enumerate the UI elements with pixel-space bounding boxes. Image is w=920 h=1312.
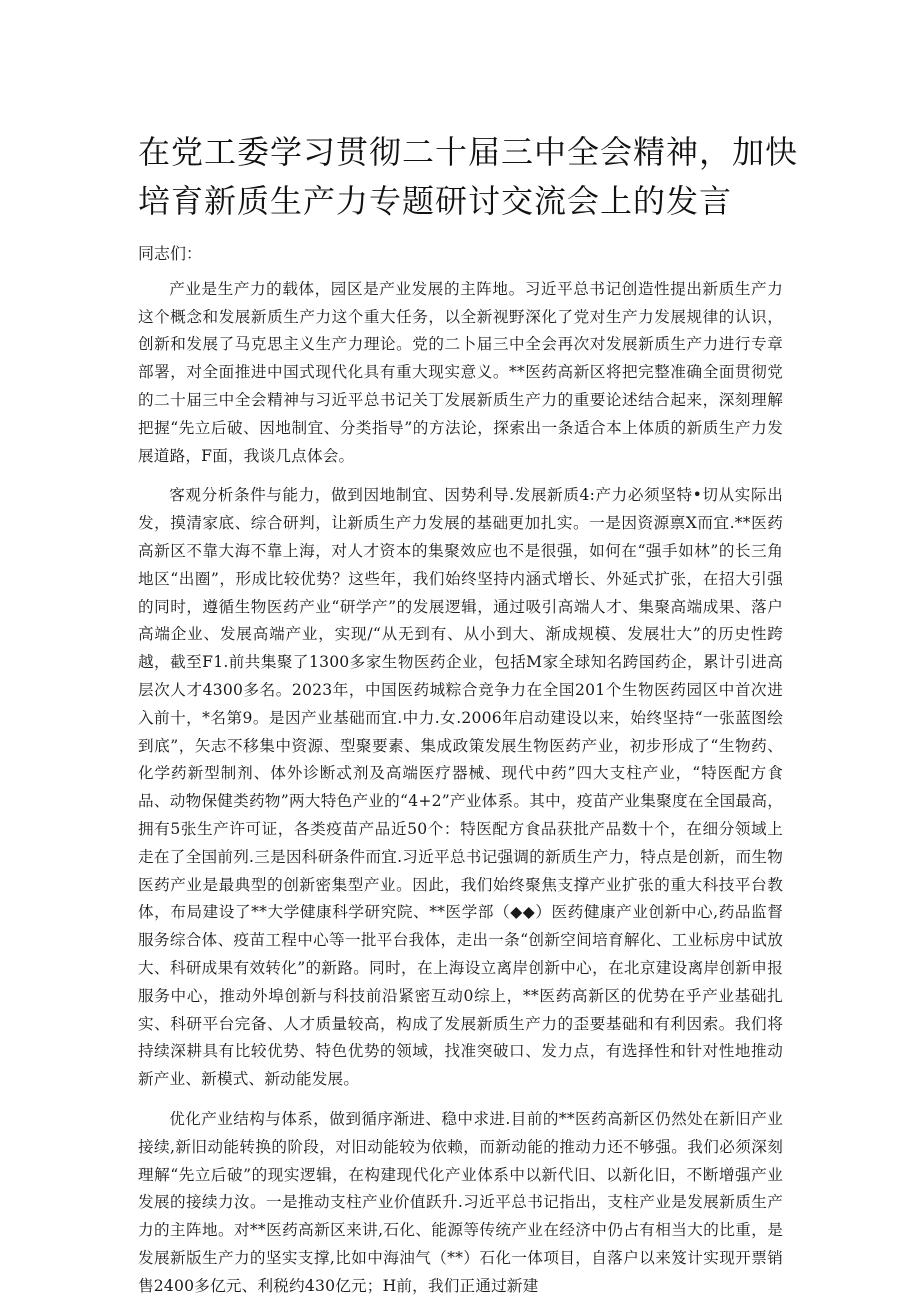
document-body [138,240,783,1312]
salutation: 同志们： [138,244,203,263]
paragraph-intro: 产业是生产力的载体，园区是产业发展的主阵地。习近平总书记创造性提出新质生产力这个概念和发展新质生产力这个重大任务，以全新视野深化了党对生产力发展规律的认识，创新和发展了马克思主义生产力理论。党的二卜届三中全会再次对发展新质生产力进行专章部署，对全面推进中国式现代化具有重大现实意义。**医药高新区将把完整准确全面贯彻党的二十届三中全会精神与习近平总书记关丁发展新质生产力的重要论述结合起来，深刻理解把握“先立后破、因地制宜、分类指导”的方法论，探索出一条适合本上体质的新质生产力发展道路，F面，我谈几点体会。 [138,279,783,465]
document-title: 在党工委学习贯彻二十届三中全会精神，加快培育新质生产力专题研讨交流会上的发言 [138,133,799,220]
paragraph-conditions: 客观分析条件与能力，做到因地制宜、因势利导.发展新质4:产力必须坚特•切从实际出发，摸清家底、综合研判，让新质生产力发展的基础更加扎实。一是因资源禀X而宜.**医药高新区不靠大海不靠上海，对人才资本的集聚效应也不是很强，如何在“强手如林”的长三角地区“出圈”，形成比较优势？这些年，我们始终坚持内涵式增长、外延式扩张，在招大引强的同时，遵循生物医药产业“研学产”的发展逻辑，通过吸引高端人才、集聚高端成果、落户高端企业、发展高端产业，实现/“从无到有、从小到大、渐成规模、发展壮大”的历史性跨越，截至F1.前共集聚了1300多家生物医药企业，包括M家全球知名跨国药企，累计引进高层次人才4300多名。2023年，中国医药城粽合竞争力在全国201个生物医药园区中首次进入前十，*名第9。是因产业基础而宜.中力.女.2006年启动建设以来，始终坚持“一张蓝图绘到底”，矢志不移集中资源、型聚要素、集成政策发展生物医药产业，初步形成了“生物药、化学药新型制剂、体外诊断忒剂及高端医疗器械、现代中药”四大支柱产业，“特医配方食品、动物保健类药物”两大特色产业的“4+2”产业体系。其中，疫苗产业集聚度在全国最高，拥有5张生产许可证，各类疫苗产品近50个：特医配方食品获批产品数十个，在细分领域上走在了全国前列.三是因科研条件而宜.习近平总书记强调的新质生产力，特点是创新，而生物医药产业是最典型的创新密集型产业。因此，我们始终聚焦支撑产业扩张的重大科技平台教体，布局建设了**大学健康科学研究院、**医学部（◆◆）医药健康产业创新中心,药品监督服务综合体、疫苗工程中心等一批平台我体，走出一条“创新空间培育解化、工业标房中试放大、科研成果有效转化”的新路。同时，在上海设立离岸创新中心，在北京建设离岸创新申报服务中心，推动外埠创新与科技前沿紧密互动0综上，**医药高新区的优势在乎产业基础扎实、科研平台完备、人才质量较高，构成了发展新质生产力的歪要基础和有利因索。我们将持续深耕具有比较优势、特色优势的领域，找准突破口、发力点，有选择性和针对性地推动新产业、新模式、新动能发展。 [138,486,783,1089]
paragraph-structure: 优化产业结构与体系，做到循序渐进、稳中求进.目前的**医药高新区仍然处在新旧产业接续,新旧动能转换的阶段，对旧动能较为依赖，而新动能的推动力还不够强。我们必须深刻理解“先立后破”的现实逻辑，在构建现代化产业体系中以新代旧、以新化旧，不断增强产业发展的接续力汝。一是推动支柱产业价值跃升.习近平总书记指出，支柱产业是发展新质生产力的主阵地。对**医药高新区来讲,石化、能源等传统产业在经济中仍占有相当大的比重，是发展新版生产力的坚实支撑,比如中海油气（**）石化一体项目，自落户以来笈计实现开票销售2400多亿元、利税约430亿元；H前，我们正通过新建 [138,1109,783,1295]
